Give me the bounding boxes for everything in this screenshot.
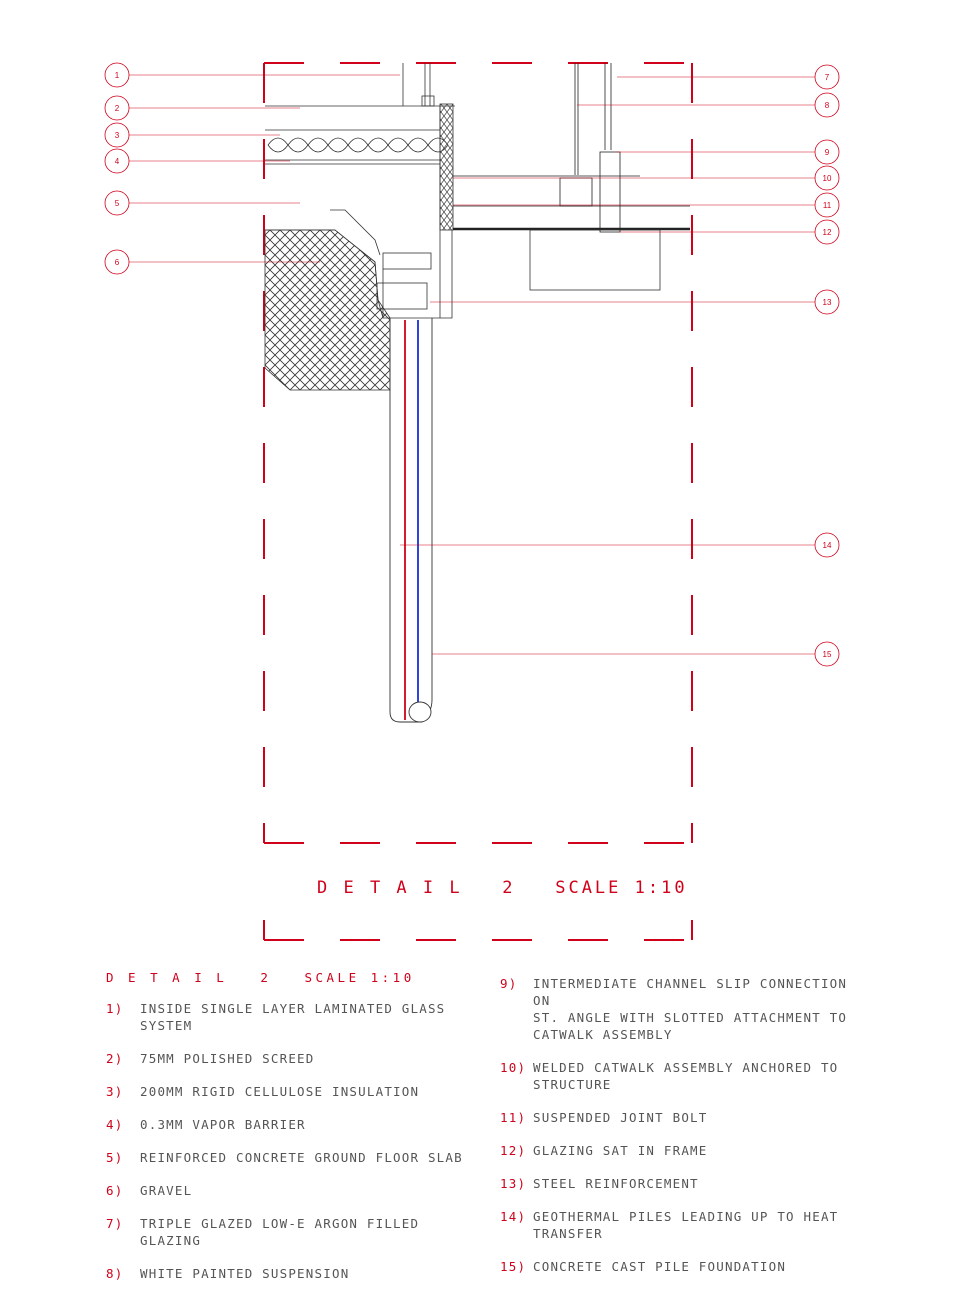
- legend-item-number: 1): [106, 1001, 124, 1016]
- gravel-hatch: [265, 230, 390, 390]
- wall-insulation: [440, 104, 453, 230]
- callout-9: [815, 140, 839, 164]
- legend-item: [106, 1215, 486, 1249]
- callout-8: [815, 93, 839, 117]
- callout-12: [815, 220, 839, 244]
- cellulose-insulation: [268, 138, 448, 152]
- legend-item-text: WHITE PAINTED SUSPENSION: [140, 1266, 350, 1281]
- legend-item-text: INTERMEDIATE CHANNEL SLIP CONNECTION ON ST. ANGLE WITH SLOTTED ATTACHMENT TO CATWALK ASSEMBLY: [533, 976, 848, 1042]
- svg-text:3: 3: [114, 131, 120, 140]
- svg-text:9: 9: [824, 148, 830, 157]
- legend-item: [106, 1182, 486, 1199]
- legend-item-text: WELDED CATWALK ASSEMBLY ANCHORED TO STRUCTURE: [533, 1060, 839, 1092]
- legend-item: [106, 1083, 486, 1100]
- svg-text:11: 11: [822, 201, 832, 210]
- callout-7: [815, 65, 839, 89]
- legend-item-text: SUSPENDED JOINT BOLT: [533, 1110, 708, 1125]
- legend-item-number: 5): [106, 1150, 124, 1165]
- legend-item-text: 0.3MM VAPOR BARRIER: [140, 1117, 306, 1132]
- svg-text:6: 6: [114, 258, 120, 267]
- legend-item: [500, 1208, 870, 1242]
- callout-15: [815, 642, 839, 666]
- svg-text:7: 7: [824, 73, 830, 82]
- legend-item-number: 8): [106, 1266, 124, 1281]
- svg-text:5: 5: [114, 199, 120, 208]
- legend-item: [500, 1059, 870, 1093]
- legend-item-text: CONCRETE CAST PILE FOUNDATION: [533, 1259, 787, 1274]
- legend-item-number: 4): [106, 1117, 124, 1132]
- legend-item-text: STEEL REINFORCEMENT: [533, 1176, 699, 1191]
- callout-5: [105, 191, 129, 215]
- catwalk: [453, 63, 690, 232]
- legend-header: D E T A I L 2 SCALE 1:10: [106, 970, 415, 985]
- legend-item-text: GRAVEL: [140, 1183, 193, 1198]
- svg-text:8: 8: [824, 101, 830, 110]
- legend-item-number: 15): [500, 1259, 527, 1274]
- inside-glass: [403, 63, 434, 106]
- legend-item-number: 10): [500, 1060, 527, 1075]
- detail-title: D E T A I L 2 SCALE 1:10: [317, 878, 688, 898]
- svg-text:4: 4: [114, 157, 120, 166]
- callout-11: [815, 193, 839, 217]
- leader-lines: [129, 75, 815, 654]
- legend-item-text: 75MM POLISHED SCREED: [140, 1051, 315, 1066]
- legend-item: [106, 1116, 486, 1133]
- legend-item-text: GLAZING SAT IN FRAME: [533, 1143, 708, 1158]
- callout-14: [815, 533, 839, 557]
- callout-3: [105, 123, 129, 147]
- legend-item: [106, 1149, 486, 1166]
- callout-1: [105, 63, 129, 87]
- geothermal-pile: [390, 318, 432, 722]
- legend-left: [106, 969, 486, 1298]
- legend-item-number: 2): [106, 1051, 124, 1066]
- legend-item-number: 9): [500, 976, 518, 991]
- legend-item: [106, 1265, 486, 1282]
- callout-2: [105, 96, 129, 120]
- legend-item-number: 7): [106, 1216, 124, 1231]
- callout-6: [105, 250, 129, 274]
- legend-item-number: 6): [106, 1183, 124, 1198]
- legend-item: [500, 1109, 870, 1126]
- legend-item-text: REINFORCED CONCRETE GROUND FLOOR SLAB: [140, 1150, 463, 1165]
- callouts: [105, 63, 839, 666]
- legend-item-number: 11): [500, 1110, 527, 1125]
- legend-item-text: 200MM RIGID CELLULOSE INSULATION: [140, 1084, 420, 1099]
- legend-item: [500, 1258, 870, 1275]
- svg-text:14: 14: [822, 541, 832, 550]
- svg-text:10: 10: [822, 174, 832, 183]
- legend-item-number: 14): [500, 1209, 527, 1224]
- svg-text:13: 13: [822, 298, 832, 307]
- legend-item: [106, 1000, 486, 1034]
- legend-item: [500, 975, 870, 1043]
- legend-right: [500, 975, 870, 1291]
- svg-text:15: 15: [822, 650, 832, 659]
- svg-text:1: 1: [114, 71, 120, 80]
- detail-frame: [264, 63, 692, 940]
- legend-item: [500, 1142, 870, 1159]
- svg-text:2: 2: [114, 104, 120, 113]
- legend-item: [500, 1175, 870, 1192]
- legend-item-number: 13): [500, 1176, 527, 1191]
- legend-item-text: TRIPLE GLAZED LOW-E ARGON FILLED GLAZING: [140, 1216, 428, 1248]
- concrete-footing: [530, 230, 660, 290]
- legend-item: [106, 1050, 486, 1067]
- callout-4: [105, 149, 129, 173]
- legend-item-text: GEOTHERMAL PILES LEADING UP TO HEAT TRANSFER: [533, 1209, 839, 1241]
- callout-13: [815, 290, 839, 314]
- legend-item-number: 12): [500, 1143, 527, 1158]
- legend-item-text: INSIDE SINGLE LAYER LAMINATED GLASS SYSTEM: [140, 1001, 446, 1033]
- callout-10: [815, 166, 839, 190]
- legend-item-number: 3): [106, 1084, 124, 1099]
- svg-text:12: 12: [822, 228, 832, 237]
